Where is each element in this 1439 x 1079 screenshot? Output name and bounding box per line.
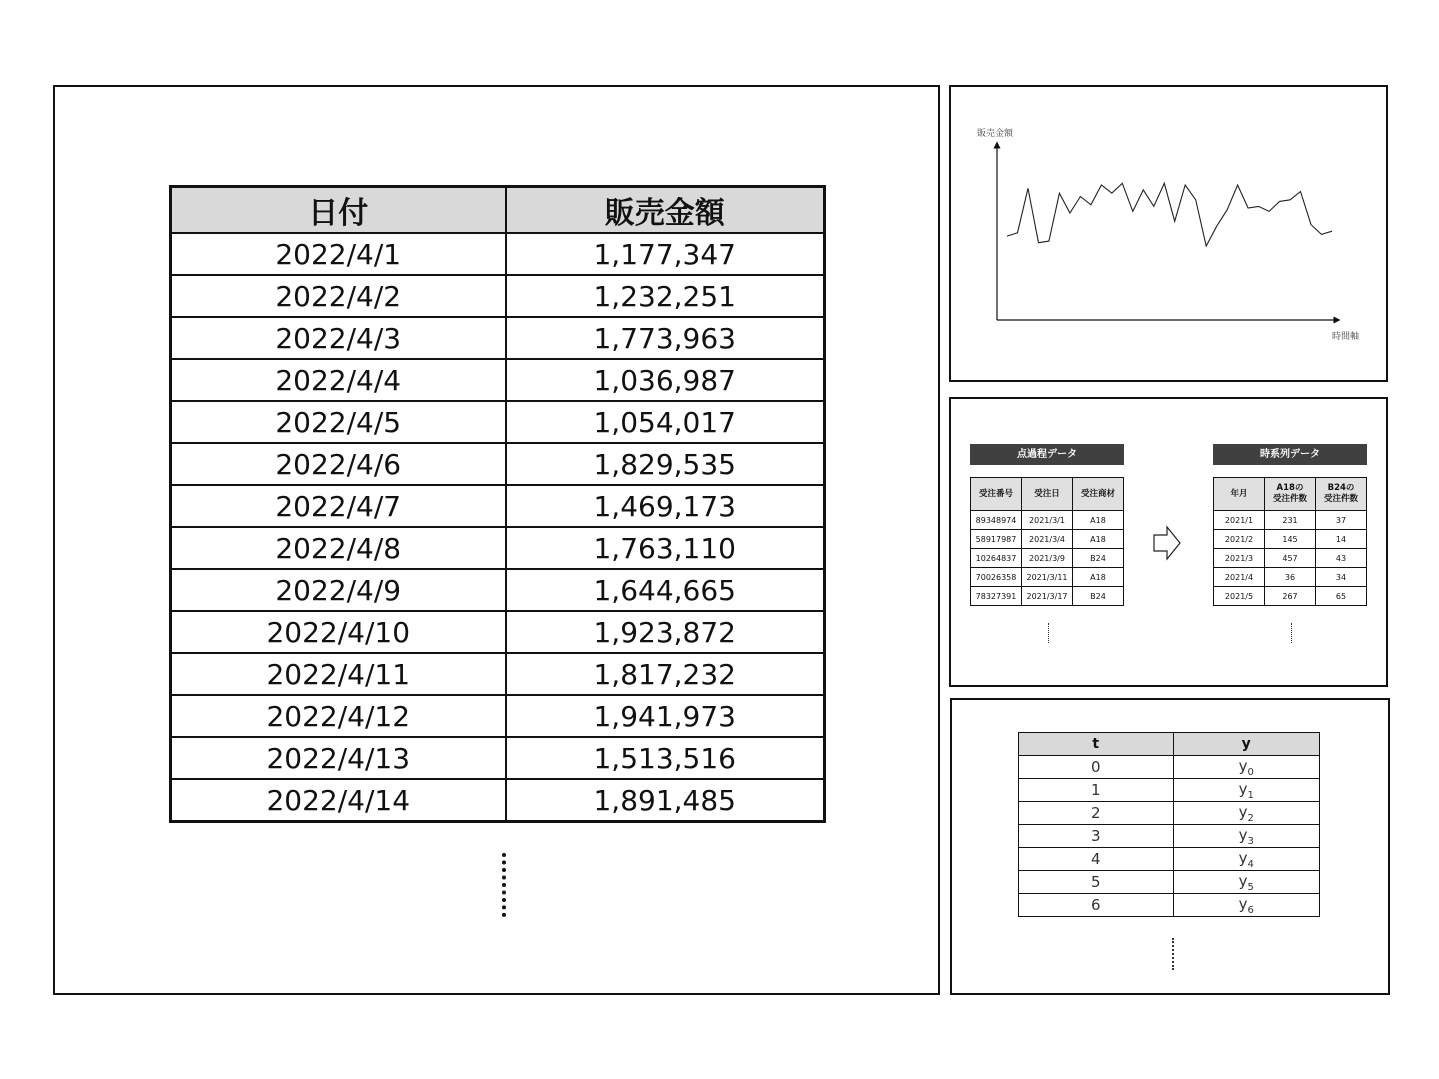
sales-amount-cell: 1,513,516 xyxy=(506,737,825,779)
table-row xyxy=(171,779,825,822)
table-row xyxy=(171,401,825,443)
sales-amount-cell: 1,941,973 xyxy=(506,695,825,737)
year-month-cell: 2021/5 xyxy=(1214,587,1265,606)
year-month-cell: 2021/2 xyxy=(1214,530,1265,549)
header-y: y xyxy=(1173,733,1320,756)
time-series-title: 時系列データ xyxy=(1213,444,1367,465)
header-b24-count: B24の 受注件数 xyxy=(1316,478,1367,511)
y-symbol: y xyxy=(1238,871,1248,890)
table-header-row xyxy=(971,478,1124,511)
t-cell: 3 xyxy=(1019,825,1174,848)
t-cell: 0 xyxy=(1019,756,1174,779)
table-row xyxy=(971,530,1124,549)
y-subscript: 3 xyxy=(1247,835,1254,847)
header-year-month: 年月 xyxy=(1214,478,1265,511)
date-cell: 2022/4/1 xyxy=(171,233,506,275)
order-date-cell: 2021/3/11 xyxy=(1022,568,1073,587)
order-number-cell: 70026358 xyxy=(971,568,1022,587)
y-cell xyxy=(1173,756,1320,779)
right-arrow-outline-icon xyxy=(1152,525,1182,561)
y-symbol: y xyxy=(1238,802,1248,821)
date-cell: 2022/4/13 xyxy=(171,737,506,779)
date-cell: 2022/4/9 xyxy=(171,569,506,611)
t-cell: 5 xyxy=(1019,871,1174,894)
series-group xyxy=(1007,183,1332,246)
y-cell xyxy=(1173,894,1320,917)
a18-count-cell: 36 xyxy=(1265,568,1316,587)
header-order-product: 受注商材 xyxy=(1073,478,1124,511)
table-row xyxy=(1214,549,1367,568)
table-row xyxy=(171,317,825,359)
y-symbol: y xyxy=(1238,756,1248,775)
sales-amount-cell: 1,644,665 xyxy=(506,569,825,611)
order-product-cell: B24 xyxy=(1073,549,1124,568)
y-subscript: 4 xyxy=(1247,858,1254,870)
sales-amount-cell: 1,829,535 xyxy=(506,443,825,485)
y-cell xyxy=(1173,779,1320,802)
y-axis-label: 販売金額 xyxy=(977,129,1014,139)
continuation-dots xyxy=(1172,938,1174,970)
table-row xyxy=(171,737,825,779)
sales-amount-cell: 1,763,110 xyxy=(506,527,825,569)
y-symbol: y xyxy=(1238,825,1248,844)
header-t: t xyxy=(1019,733,1174,756)
a18-count-cell: 145 xyxy=(1265,530,1316,549)
table-row xyxy=(1019,779,1320,802)
point-process-table xyxy=(970,477,1124,606)
header-date: 日付 xyxy=(171,187,506,234)
t-cell: 1 xyxy=(1019,779,1174,802)
line-chart-panel xyxy=(949,85,1388,382)
table-row xyxy=(971,511,1124,530)
t-cell: 6 xyxy=(1019,894,1174,917)
y-symbol: y xyxy=(1238,848,1248,867)
date-cell: 2022/4/14 xyxy=(171,779,506,822)
sales-table xyxy=(169,185,826,823)
table-row xyxy=(971,549,1124,568)
y-subscript: 6 xyxy=(1247,904,1254,916)
t-cell: 4 xyxy=(1019,848,1174,871)
table-row xyxy=(171,611,825,653)
sales-amount-cell: 1,054,017 xyxy=(506,401,825,443)
table-row xyxy=(171,695,825,737)
sales-series-line xyxy=(1007,183,1332,246)
y-subscript: 0 xyxy=(1247,766,1254,778)
table-row xyxy=(1214,530,1367,549)
table-row xyxy=(1019,802,1320,825)
line-chart xyxy=(951,87,1386,380)
table-row xyxy=(171,275,825,317)
y-cell xyxy=(1173,802,1320,825)
continuation-dots xyxy=(1291,623,1292,643)
sales-amount-cell: 1,036,987 xyxy=(506,359,825,401)
order-date-cell: 2021/3/17 xyxy=(1022,587,1073,606)
sales-amount-cell: 1,817,232 xyxy=(506,653,825,695)
table-row xyxy=(171,653,825,695)
y-symbol: y xyxy=(1238,894,1248,913)
b24-count-cell: 43 xyxy=(1316,549,1367,568)
order-product-cell: B24 xyxy=(1073,587,1124,606)
y-symbol: y xyxy=(1238,779,1248,798)
sales-amount-cell: 1,923,872 xyxy=(506,611,825,653)
table-row xyxy=(1214,511,1367,530)
table-header-row xyxy=(1214,478,1367,511)
b24-count-cell: 34 xyxy=(1316,568,1367,587)
table-row xyxy=(171,443,825,485)
y-cell xyxy=(1173,848,1320,871)
sales-amount-cell: 1,469,173 xyxy=(506,485,825,527)
order-product-cell: A18 xyxy=(1073,530,1124,549)
point-to-timeseries-panel xyxy=(949,397,1388,687)
table-row xyxy=(1019,848,1320,871)
table-header-row xyxy=(1019,733,1320,756)
sales-data-panel xyxy=(53,85,940,995)
order-product-cell: A18 xyxy=(1073,511,1124,530)
date-cell: 2022/4/3 xyxy=(171,317,506,359)
order-number-cell: 10264837 xyxy=(971,549,1022,568)
b24-count-cell: 14 xyxy=(1316,530,1367,549)
year-month-cell: 2021/1 xyxy=(1214,511,1265,530)
table-row xyxy=(1019,871,1320,894)
table-row xyxy=(1214,568,1367,587)
year-month-cell: 2021/3 xyxy=(1214,549,1265,568)
date-cell: 2022/4/10 xyxy=(171,611,506,653)
table-row xyxy=(1214,587,1367,606)
point-process-title: 点過程データ xyxy=(970,444,1124,465)
date-cell: 2022/4/5 xyxy=(171,401,506,443)
x-axis-label: 時間軸 xyxy=(1332,332,1360,342)
order-date-cell: 2021/3/4 xyxy=(1022,530,1073,549)
table-row xyxy=(171,527,825,569)
order-number-cell: 58917987 xyxy=(971,530,1022,549)
sales-amount-cell: 1,177,347 xyxy=(506,233,825,275)
header-order-number: 受注番号 xyxy=(971,478,1022,511)
t-cell: 2 xyxy=(1019,802,1174,825)
table-row xyxy=(171,569,825,611)
date-cell: 2022/4/8 xyxy=(171,527,506,569)
order-number-cell: 78327391 xyxy=(971,587,1022,606)
header-sales-amount: 販売金額 xyxy=(506,187,825,234)
table-row xyxy=(1019,756,1320,779)
b24-count-cell: 37 xyxy=(1316,511,1367,530)
order-date-cell: 2021/3/9 xyxy=(1022,549,1073,568)
y-cell xyxy=(1173,871,1320,894)
continuation-dots xyxy=(502,853,506,917)
header-order-date: 受注日 xyxy=(1022,478,1073,511)
date-cell: 2022/4/7 xyxy=(171,485,506,527)
t-y-table-panel xyxy=(950,698,1390,995)
date-cell: 2022/4/2 xyxy=(171,275,506,317)
b24-count-cell: 65 xyxy=(1316,587,1367,606)
table-header-row xyxy=(171,187,825,234)
table-row xyxy=(171,359,825,401)
t-y-table xyxy=(1018,732,1320,917)
table-row xyxy=(1019,894,1320,917)
order-product-cell: A18 xyxy=(1073,568,1124,587)
a18-count-cell: 457 xyxy=(1265,549,1316,568)
y-subscript: 5 xyxy=(1247,881,1254,893)
time-series-table xyxy=(1213,477,1367,606)
sales-amount-cell: 1,773,963 xyxy=(506,317,825,359)
table-row xyxy=(171,233,825,275)
sales-amount-cell: 1,891,485 xyxy=(506,779,825,822)
sales-amount-cell: 1,232,251 xyxy=(506,275,825,317)
header-a18-count: A18の 受注件数 xyxy=(1265,478,1316,511)
date-cell: 2022/4/12 xyxy=(171,695,506,737)
y-subscript: 2 xyxy=(1247,812,1254,824)
table-row xyxy=(971,587,1124,606)
y-cell xyxy=(1173,825,1320,848)
year-month-cell: 2021/4 xyxy=(1214,568,1265,587)
date-cell: 2022/4/6 xyxy=(171,443,506,485)
order-number-cell: 89348974 xyxy=(971,511,1022,530)
a18-count-cell: 267 xyxy=(1265,587,1316,606)
table-row xyxy=(171,485,825,527)
y-subscript: 1 xyxy=(1247,789,1254,801)
a18-count-cell: 231 xyxy=(1265,511,1316,530)
table-row xyxy=(1019,825,1320,848)
date-cell: 2022/4/11 xyxy=(171,653,506,695)
continuation-dots xyxy=(1048,623,1049,643)
date-cell: 2022/4/4 xyxy=(171,359,506,401)
order-date-cell: 2021/3/1 xyxy=(1022,511,1073,530)
table-row xyxy=(971,568,1124,587)
